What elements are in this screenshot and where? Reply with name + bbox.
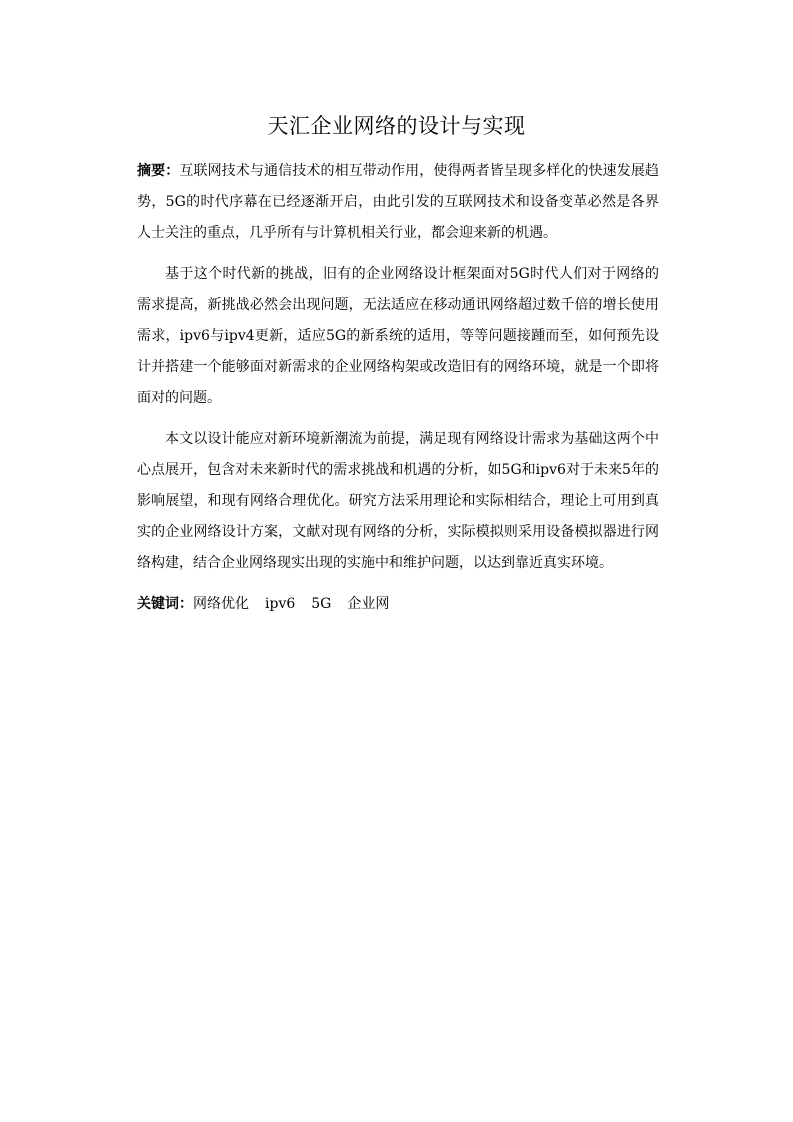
- document-body: [137, 156, 659, 630]
- keyword: 网络优化: [193, 596, 249, 612]
- keywords-line: [137, 589, 659, 620]
- abstract-label: 摘要：: [137, 163, 180, 179]
- abstract-text: 互联网技术与通信技术的相互带动作用，使得两者皆呈现多样化的快速发展趋势，5G的时代序幕在已经逐渐开启，由此引发的互联网技术和设备变革必然是各界人士关注的重点，几乎所有与计算机相关行业，都会迎来新的机遇。: [137, 163, 660, 241]
- keywords-label: 关键词：: [137, 596, 193, 612]
- keyword: ipv6: [265, 596, 296, 612]
- keyword: 5G: [311, 596, 332, 612]
- body-paragraph-1: 基于这个时代新的挑战，旧有的企业网络设计框架面对5G时代人们对于网络的需求提高，新挑战必然会出现问题，无法适应在移动通讯网络超过数千倍的增长使用需求，ipv6与ipv4更新，适应5G的新系统的适用，等等问题接踵而至，如何预先设计并搭建一个能够面对新需求的企业网络构架或改造旧有的网络环境，就是一个即将面对的问题。: [137, 266, 659, 406]
- body-paragraph-2: 本文以设计能应对新环境新潮流为前提，满足现有网络设计需求为基础这两个中心点展开，包含对未来新时代的需求挑战和机遇的分析，如5G和ipv6对于未来5年的影响展望，和现有网络合理优化。研究方法采用理论和实际相结合，理论上可用到真实的企业网络设计方案，文献对现有网络的分析，实际模拟则采用设备模拟器进行网络构建，结合企业网络现实出现的实施中和维护问题，以达到靠近真实环境。: [137, 431, 659, 571]
- document-title: 天汇企业网络的设计与实现: [267, 114, 526, 138]
- abstract-paragraph: [137, 156, 659, 249]
- keyword: 企业网: [347, 596, 390, 612]
